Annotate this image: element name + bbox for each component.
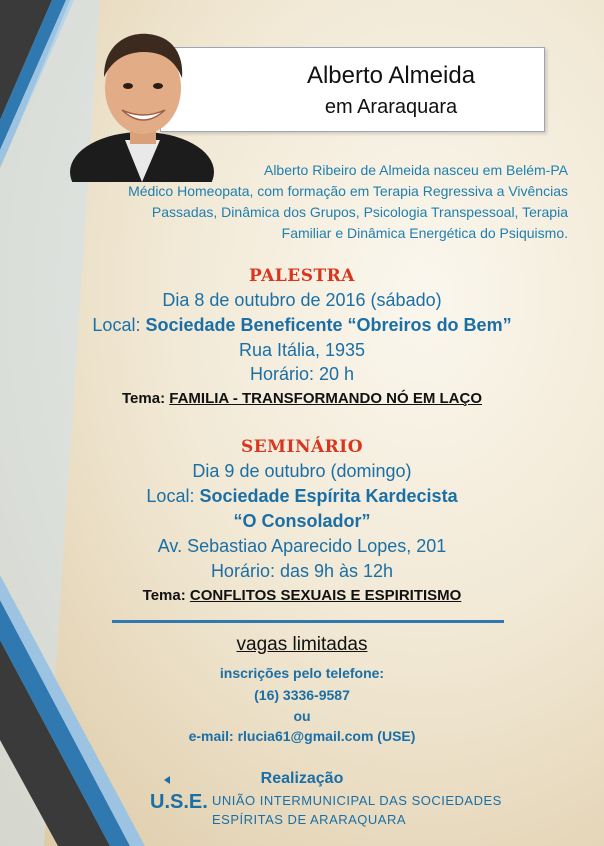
seminario-tema bbox=[0, 587, 604, 604]
palestra-title: PALESTRA bbox=[249, 266, 355, 286]
palestra-tema bbox=[0, 390, 604, 407]
bio-line: Passadas, Dinâmica dos Grupos, Psicologia Transpessoal, Terapia bbox=[151, 204, 568, 220]
bio-line: Médico Homeopata, com formação em Terapia Regressiva a Vivências bbox=[128, 183, 568, 199]
email-text: e-mail: rlucia61@gmail.com (USE) bbox=[188, 728, 416, 744]
palestra-tema-label: Tema: bbox=[122, 390, 170, 407]
use-logo bbox=[150, 776, 210, 812]
bio-line: Alberto Ribeiro de Almeida nasceu em Belém-PA bbox=[263, 162, 568, 178]
seminario-date: Dia 9 de outubro (domingo) bbox=[192, 461, 412, 481]
vagas-limitadas bbox=[0, 634, 604, 656]
speaker-portrait bbox=[70, 22, 215, 182]
palestra-local bbox=[0, 315, 604, 336]
org-line-2: ESPÍRITAS DE ARARAQUARA bbox=[212, 812, 407, 827]
seminario-tema-value: CONFLITOS SEXUAIS E ESPIRITISMO bbox=[189, 587, 462, 604]
use-logo-text: U.S.E. bbox=[150, 791, 208, 812]
phone-number: (16) 3336-9587 bbox=[254, 687, 350, 703]
palestra-local-value: Sociedade Beneficente “Obreiros do Bem” bbox=[145, 315, 512, 335]
seminario-tema-label: Tema: bbox=[142, 587, 190, 604]
seminario-local-label: Local: bbox=[146, 486, 200, 506]
event-location-subtitle: em Araraquara bbox=[324, 96, 458, 118]
palestra-address: Rua Itália, 1935 bbox=[238, 340, 366, 360]
palestra-time: Horário: 20 h bbox=[249, 364, 355, 384]
title-box bbox=[160, 47, 545, 132]
seminario-address: Av. Sebastiao Aparecido Lopes, 201 bbox=[157, 536, 447, 556]
ou-text: ou bbox=[293, 708, 311, 724]
seminario-local-value: Sociedade Espírita Kardecista bbox=[199, 486, 458, 506]
seminario-time: Horário: das 9h às 12h bbox=[210, 561, 394, 581]
seminario-local bbox=[0, 486, 604, 507]
speaker-name: Alberto Almeida bbox=[306, 62, 476, 89]
vagas-limitadas-text: vagas limitadas bbox=[236, 634, 368, 655]
seminario-title: SEMINÁRIO bbox=[240, 437, 364, 457]
palestra-date: Dia 8 de outubro de 2016 (sábado) bbox=[162, 290, 442, 310]
org-line-1: UNIÃO INTERMUNICIPAL DAS SOCIEDADES bbox=[212, 793, 502, 808]
palestra-local-label: Local: bbox=[92, 315, 146, 335]
palestra-tema-value: FAMILIA - TRANSFORMANDO NÓ EM LAÇO bbox=[169, 390, 482, 407]
section-divider bbox=[112, 620, 504, 623]
inscricoes-text: inscrições pelo telefone: bbox=[219, 665, 385, 681]
seminario-local-value-2: “O Consolador” bbox=[233, 511, 371, 531]
bio-line: Familiar e Dinâmica Energética do Psiquismo. bbox=[281, 225, 568, 241]
bio-text bbox=[48, 160, 568, 244]
realizacao-label: Realização bbox=[260, 770, 344, 787]
